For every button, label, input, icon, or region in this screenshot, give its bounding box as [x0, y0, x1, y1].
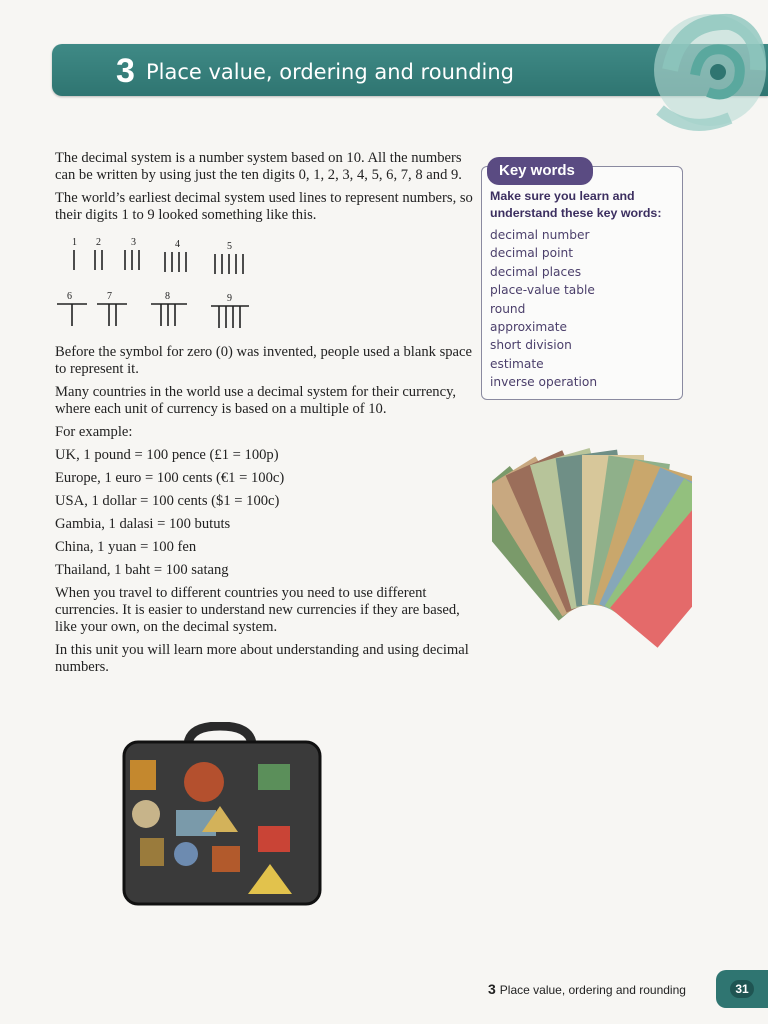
paragraph-earliest-system: The world’s earliest decimal system used lines to represent numbers, so their digits 1 to 9 looked something like this. [55, 190, 473, 223]
key-word-item: estimate [490, 356, 544, 371]
paragraph-travel: When you travel to different countries you need to use different currencies. It is easier to understand new currencies if they are based, like your own, on the decimal system. [55, 585, 460, 635]
tally-digits-figure [55, 230, 355, 332]
currency-line-europe: Europe, 1 euro = 100 cents (€1 = 100c) [55, 470, 285, 486]
chapter-number: 3 [116, 52, 135, 90]
currency-line-thailand: Thailand, 1 baht = 100 satang [55, 562, 229, 578]
tally-label-6: 6 [67, 291, 72, 302]
tally-label-5: 5 [227, 241, 232, 252]
swirl-decoration-icon [600, 0, 768, 140]
paragraph-zero: Before the symbol for zero (0) was invented, people used a blank space to represent it. [55, 344, 472, 377]
key-words-tab: Key words [487, 157, 593, 185]
chapter-title: Place value, ordering and rounding [146, 60, 514, 84]
suitcase-image [120, 722, 325, 908]
currency-line-uk: UK, 1 pound = 100 pence (£1 = 100p) [55, 447, 279, 463]
footer-title: Place value, ordering and rounding [499, 983, 686, 997]
paragraph-currency: Many countries in the world use a decimal system for their currency, where each unit of currency is based on a multiple of 10. [55, 384, 457, 417]
key-word-item: place-value table [490, 283, 595, 298]
tally-label-2: 2 [96, 237, 101, 248]
intro-text [55, 150, 473, 682]
footer-unit-number: 3 [488, 981, 496, 997]
key-word-item: short division [490, 338, 572, 353]
key-word-item: approximate [490, 320, 567, 335]
currency-line-gambia: Gambia, 1 dalasi = 100 bututs [55, 516, 231, 532]
banknotes-image [492, 440, 692, 690]
tally-label-3: 3 [131, 237, 136, 248]
paragraph-decimal-system: The decimal system is a number system based on 10. All the numbers can be written by using just the ten digits 0, 1, 2, 3, 4, 5, 6, 7, 8 and 9. [55, 150, 462, 183]
page-number-tab [716, 970, 768, 1008]
for-example-label: For example: [55, 424, 133, 440]
page-number: 31 [730, 980, 754, 998]
key-word-item: inverse operation [490, 375, 598, 390]
page-footer [488, 981, 686, 997]
key-words-intro: Make sure you learn and understand these key words: [490, 189, 662, 220]
key-word-item: decimal places [490, 264, 582, 279]
key-word-item: decimal number [490, 228, 590, 242]
tally-label-4: 4 [175, 239, 180, 250]
tally-marks-icon [55, 230, 355, 332]
tally-label-9: 9 [227, 293, 232, 304]
tally-label-7: 7 [107, 291, 112, 302]
key-word-item: decimal point [490, 246, 574, 261]
key-words-list [490, 226, 597, 392]
tally-label-8: 8 [165, 291, 170, 302]
currency-line-china: China, 1 yuan = 100 fen [55, 539, 197, 555]
paragraph-this-unit: In this unit you will learn more about understanding and using decimal numbers. [55, 642, 469, 675]
tally-label-1: 1 [72, 237, 77, 248]
key-word-item: round [490, 301, 526, 316]
currency-line-usa: USA, 1 dollar = 100 cents ($1 = 100c) [55, 493, 280, 509]
